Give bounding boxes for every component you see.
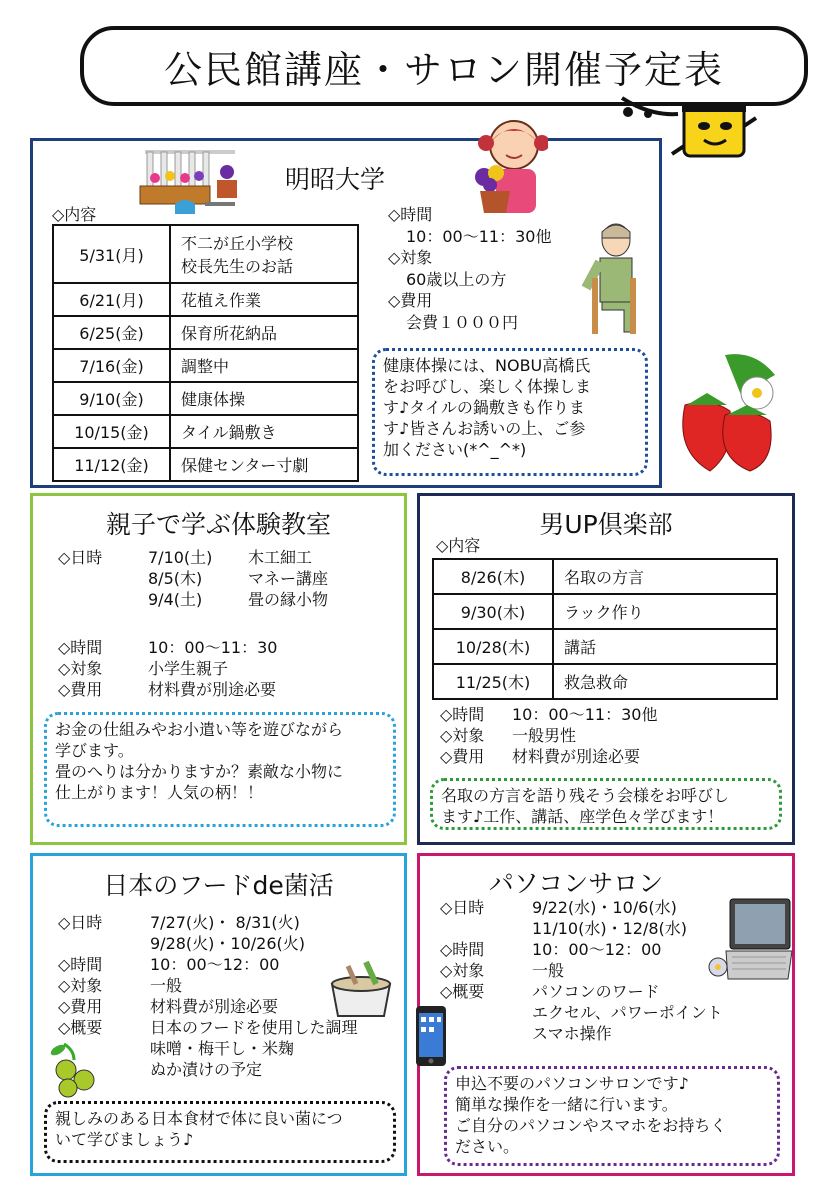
date-value: 9/22(水)・10/6(水) [532,898,677,917]
time-label: ◇時間 [440,705,485,724]
date-cell: 9/30(木) [433,594,553,629]
note-line: 簡単な操作を一緒に行います。 [455,1095,678,1114]
meisho-title: 明昭大学 [285,165,386,194]
note-line: ます♪工作、講話、座学色々学びます！ [441,807,724,826]
summary-label: ◇概要 [58,1018,103,1037]
note-line: す♪皆さんお誘いの上、ご参 [383,419,586,438]
time-label: ◇時間 [388,205,433,224]
note-line: 親しみのある日本食材で体に良い菌につ [55,1109,343,1128]
date-value: 9/28(火)・10/26(火) [150,934,306,953]
date-cell: 11/12(金) [53,448,170,481]
topic-cell: 救急救命 [553,664,777,699]
note-line: 畳のへりは分かりますか？素敵な小物に [55,762,344,781]
fee-label: ◇費用 [440,747,485,766]
time-value: 10：00～11：30他 [406,226,552,246]
table-row [53,283,358,316]
date-label: ◇日時 [440,898,485,917]
target-value: 小学生親子 [148,659,229,678]
summary-label: ◇概要 [440,982,485,1001]
mascot-icon [668,96,760,166]
note-line: 名取の方言を語り残そう会様をお呼びし [441,786,730,805]
table-row [433,594,777,629]
time-value: 10：00～12：00 [150,955,280,974]
pc-note [444,1066,780,1166]
topic-cell: 花植え作業 [170,283,358,316]
summary-value: パソコンのワード [532,982,660,1001]
ume-plum-icon [48,1040,100,1098]
laptop-icon [708,895,793,990]
oyako-note [44,712,396,827]
summary-value: スマホ操作 [532,1024,612,1043]
date-value: 7/10(土) [148,548,213,567]
otoko-schedule-table [432,558,778,700]
date-value: 8/5(木) [148,569,203,588]
topic-cell: 名取の方言 [553,559,777,594]
topic-cell: 調整中 [170,349,358,382]
oyako-dates [58,547,328,610]
pc-info [440,897,723,1044]
date-cell: 6/25(金) [53,316,170,349]
otoko-info [440,704,657,767]
oyako-title: 親子で学ぶ体験教室 [105,510,331,539]
table-row [53,349,358,382]
note-line: ださい。 [455,1137,520,1156]
table-row [53,382,358,415]
date-value: 7/27(火)・ 8/31(火) [150,913,300,932]
summary-value: ぬか漬けの予定 [150,1060,263,1079]
date-cell: 11/25(木) [433,664,553,699]
date-topic: 木工細工 [248,548,313,567]
food-info [58,912,358,1080]
flower-box-icon [135,150,245,220]
note-line: 加ください(*^_^*) [383,440,527,459]
fee-value: 会費１０００円 [406,312,519,332]
target-label: ◇対象 [440,726,485,745]
table-row [433,629,777,664]
note-line: す♪タイルの鍋敷きも作りま [383,398,585,417]
smartphone-icon [415,1005,447,1067]
fee-value: 材料費が別途必要 [148,680,277,699]
fee-value: 材料費が別途必要 [150,997,279,1016]
fee-label: ◇費用 [388,291,433,310]
note-line: 学びます。 [55,741,134,760]
page-title: 公民館講座・サロン開催予定表 [80,26,808,106]
date-cell: 10/15(金) [53,415,170,448]
target-value: 一般 [532,961,565,980]
note-line: お金の仕組みやお小遣い等を遊びながら [55,720,344,739]
time-label: ◇時間 [440,940,485,959]
otoko-title: 男UP倶楽部 [539,510,673,539]
table-row [53,316,358,349]
date-cell: 6/21(月) [53,283,170,316]
strawberry-icon [665,345,805,475]
food-note [44,1101,396,1163]
fee-label: ◇費用 [58,997,103,1016]
pc-title: パソコンサロン [488,869,664,898]
date-cell: 10/28(木) [433,629,553,664]
topic-cell: タイル鍋敷き [170,415,358,448]
target-value: 一般男性 [512,726,577,745]
target-label: ◇対象 [58,659,103,678]
target-label: ◇対象 [388,248,433,267]
time-value: 10：00～11：30 [148,638,278,657]
oyako-info [58,637,277,700]
table-row [433,664,777,699]
time-label: ◇時間 [58,638,103,657]
target-value: 60歳以上の方 [406,269,507,289]
table-row [433,559,777,594]
topic-cell: 保健センター寸劇 [170,448,358,481]
time-value: 10：00～12：00 [532,940,662,959]
date-cell: 7/16(金) [53,349,170,382]
pickle-tub-icon [326,960,396,1020]
note-line: 仕上がります！人気の柄！！ [55,783,264,802]
date-value: 11/10(水)・12/8(水) [532,919,688,938]
seated-man-icon [572,218,652,336]
time-label: ◇時間 [58,955,103,974]
meisho-note [372,348,648,476]
summary-value: エクセル、パワーポイント [532,1003,723,1022]
date-label: ◇日時 [58,548,103,567]
topic-cell: 保育所花納品 [170,316,358,349]
note-line: をお呼びし、楽しく体操しま [383,377,592,396]
food-title: 日本のフードde菌活 [103,871,334,900]
meisho-content-label: ◇内容 [52,205,97,224]
topic-cell: 健康体操 [170,382,358,415]
summary-value: 日本のフードを使用した調理 [150,1018,358,1037]
target-label: ◇対象 [58,976,103,995]
note-line: いて学びましょう♪ [55,1130,194,1149]
date-topic: マネー講座 [248,569,329,588]
table-row [53,415,358,448]
date-cell: 5/31(月) [53,225,170,283]
topic-cell: 講話 [553,629,777,664]
date-label: ◇日時 [58,913,103,932]
note-line: 健康体操には、NOBU高橋氏 [383,356,591,375]
table-row [53,448,358,481]
fee-value: 材料費が別途必要 [512,747,641,766]
meisho-info [388,204,598,333]
summary-value: 味噌・梅干し・米麹 [150,1039,295,1058]
time-value: 10：00～11：30他 [512,705,658,724]
note-line: 申込不要のパソコンサロンです♪ [455,1074,689,1093]
fee-label: ◇費用 [58,680,103,699]
date-cell: 8/26(木) [433,559,553,594]
target-label: ◇対象 [440,961,485,980]
date-value: 9/4(土) [148,590,203,609]
table-row [53,225,358,283]
otoko-content-label: ◇内容 [436,536,481,555]
girl-with-flowers-icon [468,115,548,220]
note-line: ご自分のパソコンやスマホをお持ちく [455,1116,727,1135]
topic-cell: ラック作り [553,594,777,629]
meisho-schedule-table [52,224,359,482]
date-cell: 9/10(金) [53,382,170,415]
topic-cell: 不二が丘小学校 校長先生のお話 [170,225,358,283]
date-topic: 畳の縁小物 [248,590,329,609]
otoko-note [430,778,782,830]
target-value: 一般 [150,976,183,995]
